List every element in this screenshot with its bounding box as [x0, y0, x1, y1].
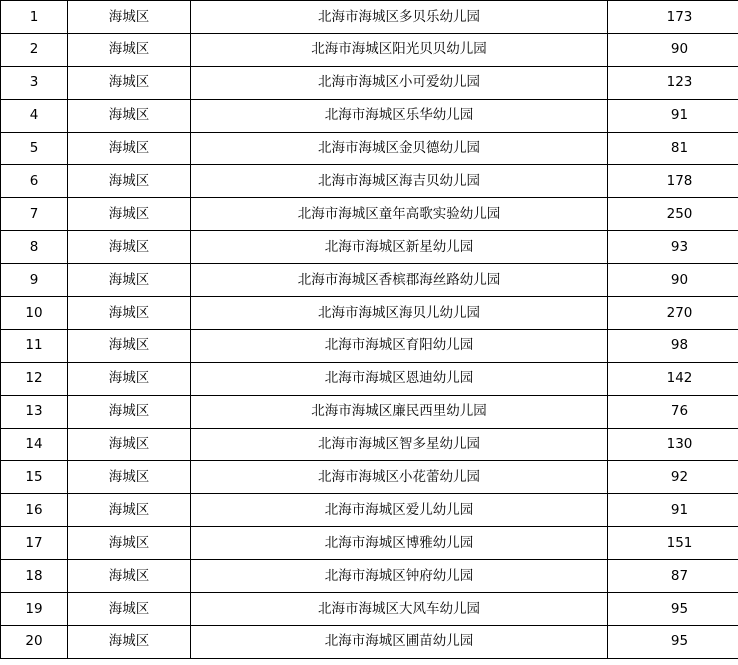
- table-row: [1, 593, 738, 626]
- table-row: [1, 198, 738, 231]
- row-kindergarten-name: 北海市海城区多贝乐幼儿园: [191, 1, 608, 34]
- table-body: [1, 1, 738, 659]
- row-kindergarten-name: 北海市海城区乐华幼儿园: [191, 99, 608, 132]
- row-index: 7: [1, 198, 68, 231]
- row-index: 12: [1, 362, 68, 395]
- row-index: 13: [1, 395, 68, 428]
- row-kindergarten-name: 北海市海城区大风车幼儿园: [191, 593, 608, 626]
- row-count: 98: [608, 329, 738, 362]
- row-district: 海城区: [68, 527, 191, 560]
- row-count: 123: [608, 66, 738, 99]
- row-count: 178: [608, 165, 738, 198]
- row-count: 91: [608, 99, 738, 132]
- row-index: 2: [1, 33, 68, 66]
- row-district: 海城区: [68, 428, 191, 461]
- row-index: 11: [1, 329, 68, 362]
- row-count: 142: [608, 362, 738, 395]
- row-kindergarten-name: 北海市海城区博雅幼儿园: [191, 527, 608, 560]
- table-row: [1, 264, 738, 297]
- row-kindergarten-name: 北海市海城区小可爱幼儿园: [191, 66, 608, 99]
- row-kindergarten-name: 北海市海城区智多星幼儿园: [191, 428, 608, 461]
- row-count: 87: [608, 560, 738, 593]
- row-index: 1: [1, 1, 68, 34]
- row-kindergarten-name: 北海市海城区育阳幼儿园: [191, 329, 608, 362]
- row-index: 15: [1, 461, 68, 494]
- row-district: 海城区: [68, 33, 191, 66]
- row-index: 8: [1, 231, 68, 264]
- row-index: 14: [1, 428, 68, 461]
- row-count: 76: [608, 395, 738, 428]
- row-index: 9: [1, 264, 68, 297]
- row-count: 250: [608, 198, 738, 231]
- row-index: 19: [1, 593, 68, 626]
- row-index: 10: [1, 297, 68, 330]
- row-district: 海城区: [68, 165, 191, 198]
- row-district: 海城区: [68, 231, 191, 264]
- row-district: 海城区: [68, 593, 191, 626]
- row-count: 151: [608, 527, 738, 560]
- row-kindergarten-name: 北海市海城区爱儿幼儿园: [191, 494, 608, 527]
- row-kindergarten-name: 北海市海城区海贝儿幼儿园: [191, 297, 608, 330]
- table-row: [1, 560, 738, 593]
- row-count: 173: [608, 1, 738, 34]
- row-index: 16: [1, 494, 68, 527]
- row-district: 海城区: [68, 560, 191, 593]
- row-kindergarten-name: 北海市海城区阳光贝贝幼儿园: [191, 33, 608, 66]
- row-kindergarten-name: 北海市海城区钟府幼儿园: [191, 560, 608, 593]
- row-kindergarten-name: 北海市海城区恩迪幼儿园: [191, 362, 608, 395]
- row-kindergarten-name: 北海市海城区新星幼儿园: [191, 231, 608, 264]
- row-count: 90: [608, 264, 738, 297]
- row-count: 92: [608, 461, 738, 494]
- row-count: 95: [608, 593, 738, 626]
- table-row: [1, 66, 738, 99]
- row-kindergarten-name: 北海市海城区海吉贝幼儿园: [191, 165, 608, 198]
- table-row: [1, 165, 738, 198]
- row-district: 海城区: [68, 99, 191, 132]
- row-count: 130: [608, 428, 738, 461]
- row-district: 海城区: [68, 132, 191, 165]
- row-district: 海城区: [68, 329, 191, 362]
- table-row: [1, 329, 738, 362]
- row-count: 90: [608, 33, 738, 66]
- row-district: 海城区: [68, 625, 191, 658]
- table-row: [1, 494, 738, 527]
- row-count: 93: [608, 231, 738, 264]
- row-count: 81: [608, 132, 738, 165]
- table-row: [1, 297, 738, 330]
- row-district: 海城区: [68, 1, 191, 34]
- row-kindergarten-name: 北海市海城区圃苗幼儿园: [191, 625, 608, 658]
- row-kindergarten-name: 北海市海城区童年高歌实验幼儿园: [191, 198, 608, 231]
- row-district: 海城区: [68, 66, 191, 99]
- row-index: 18: [1, 560, 68, 593]
- table-row: [1, 625, 738, 658]
- row-kindergarten-name: 北海市海城区金贝德幼儿园: [191, 132, 608, 165]
- row-index: 20: [1, 625, 68, 658]
- row-district: 海城区: [68, 264, 191, 297]
- row-district: 海城区: [68, 461, 191, 494]
- table-row: [1, 461, 738, 494]
- row-district: 海城区: [68, 198, 191, 231]
- row-kindergarten-name: 北海市海城区廉民西里幼儿园: [191, 395, 608, 428]
- row-index: 5: [1, 132, 68, 165]
- table-row: [1, 132, 738, 165]
- row-count: 91: [608, 494, 738, 527]
- row-index: 4: [1, 99, 68, 132]
- table-row: [1, 527, 738, 560]
- row-kindergarten-name: 北海市海城区小花蕾幼儿园: [191, 461, 608, 494]
- row-count: 95: [608, 625, 738, 658]
- row-kindergarten-name: 北海市海城区香槟郡海丝路幼儿园: [191, 264, 608, 297]
- row-district: 海城区: [68, 494, 191, 527]
- row-district: 海城区: [68, 297, 191, 330]
- table-row: [1, 99, 738, 132]
- row-count: 270: [608, 297, 738, 330]
- table-row: [1, 362, 738, 395]
- table-row: [1, 428, 738, 461]
- row-district: 海城区: [68, 395, 191, 428]
- table-row: [1, 395, 738, 428]
- row-district: 海城区: [68, 362, 191, 395]
- table-row: [1, 231, 738, 264]
- row-index: 3: [1, 66, 68, 99]
- row-index: 6: [1, 165, 68, 198]
- table-row: [1, 33, 738, 66]
- row-index: 17: [1, 527, 68, 560]
- table-row: [1, 1, 738, 34]
